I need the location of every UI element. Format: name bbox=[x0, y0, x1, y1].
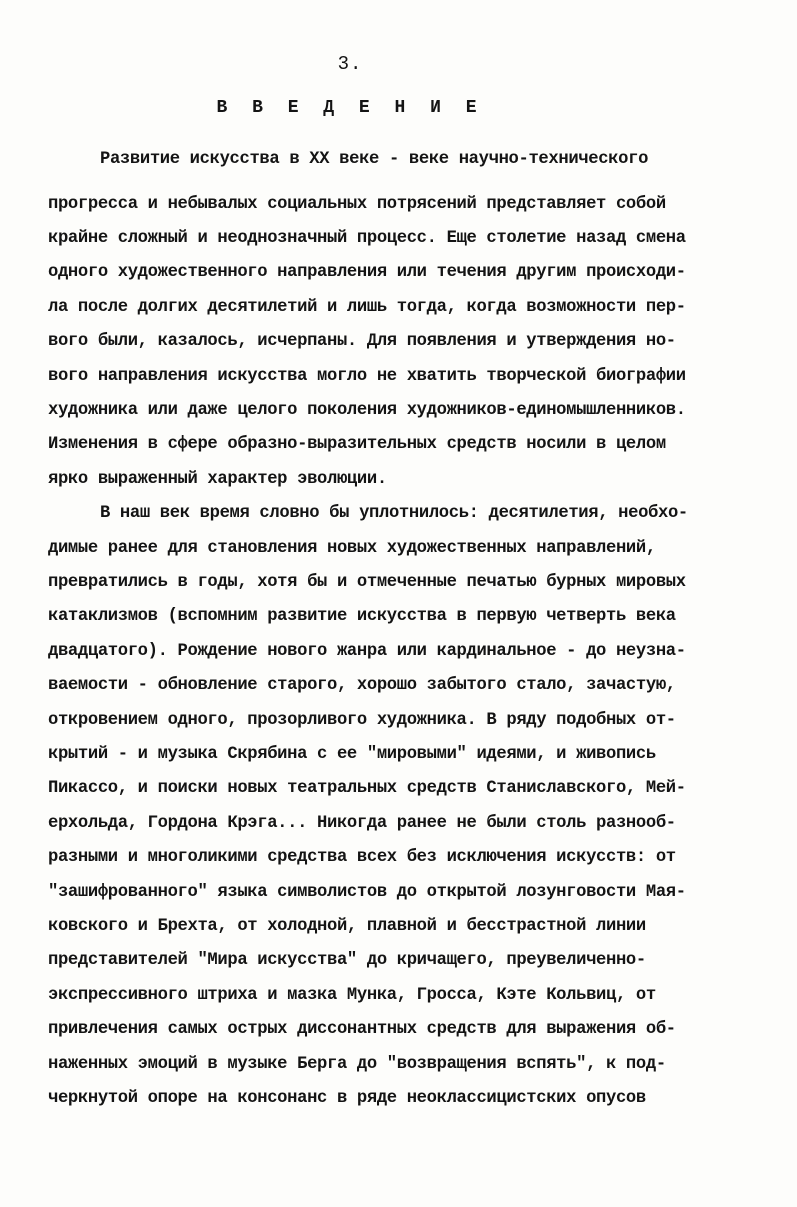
text-line: ковского и Брехта, от холодной, плавной и бесстрастной линии bbox=[48, 917, 646, 936]
text-line: представителей "Мира искусства" до кричащего, преувеличенно- bbox=[48, 951, 646, 970]
text-line: прогресса и небывалых социальных потрясений представляет собой bbox=[48, 195, 666, 214]
text-line: катаклизмов (вспомним развитие искусства в первую четверть века bbox=[48, 607, 676, 626]
text-line: черкнутой опоре на консонанс в ряде неоклассицистских опусов bbox=[48, 1089, 646, 1108]
text-line: крытий - и музыка Скрябина с ее "мировыми" идеями, и живопись bbox=[48, 745, 656, 764]
text-line: Пикассо, и поиски новых театральных средств Станиславского, Мей- bbox=[48, 779, 686, 798]
text-line: ерхольда, Гордона Крэга... Никогда ранее не были столь разнооб- bbox=[48, 814, 676, 833]
text-line: привлечения самых острых диссонантных средств для выражения об- bbox=[48, 1020, 676, 1039]
text-line: одного художественного направления или течения другим происходи- bbox=[48, 263, 686, 282]
text-line: Изменения в сфере образно-выразительных средств носили в целом bbox=[48, 435, 666, 454]
page-number: 3. bbox=[337, 53, 363, 75]
text-line: вого направления искусства могло не хватить творческой биографии bbox=[48, 367, 686, 386]
text-line: ваемости - обновление старого, хорошо забытого стало, зачастую, bbox=[48, 676, 676, 695]
text-line: Развитие искусства в XX веке - веке научно-технического bbox=[100, 150, 649, 169]
text-line: превратились в годы, хотя бы и отмеченные печатью бурных мировых bbox=[48, 573, 686, 592]
text-line: откровением одного, прозорливого художника. В ряду подобных от- bbox=[48, 711, 676, 730]
text-line: "зашифрованного" языка символистов до открытой лозунговости Мая- bbox=[48, 883, 686, 902]
text-line: наженных эмоций в музыке Берга до "возвращения вспять", к под- bbox=[48, 1055, 666, 1074]
section-heading: В В Е Д Е Н И Е bbox=[216, 98, 484, 118]
text-line: ла после долгих десятилетий и лишь тогда, когда возможности пер- bbox=[48, 298, 686, 317]
text-line: разными и многоликими средства всех без исключения искусств: от bbox=[48, 848, 676, 867]
text-line: В наш век время словно бы уплотнилось: десятилетия, необхо- bbox=[100, 504, 688, 523]
text-line: художника или даже целого поколения художников-единомышленников. bbox=[48, 401, 686, 420]
text-line: экспрессивного штриха и мазка Мунка, Гросса, Кэте Кольвиц, от bbox=[48, 986, 656, 1005]
text-line: димые ранее для становления новых художественных направлений, bbox=[48, 539, 656, 558]
text-line: вого были, казалось, исчерпаны. Для появления и утверждения но- bbox=[48, 332, 676, 351]
text-line: двадцатого). Рождение нового жанра или кардинальное - до неузна- bbox=[48, 642, 686, 661]
text-line: крайне сложный и неоднозначный процесс. Еще столетие назад смена bbox=[48, 229, 686, 248]
text-line: ярко выраженный характер эволюции. bbox=[48, 470, 387, 489]
